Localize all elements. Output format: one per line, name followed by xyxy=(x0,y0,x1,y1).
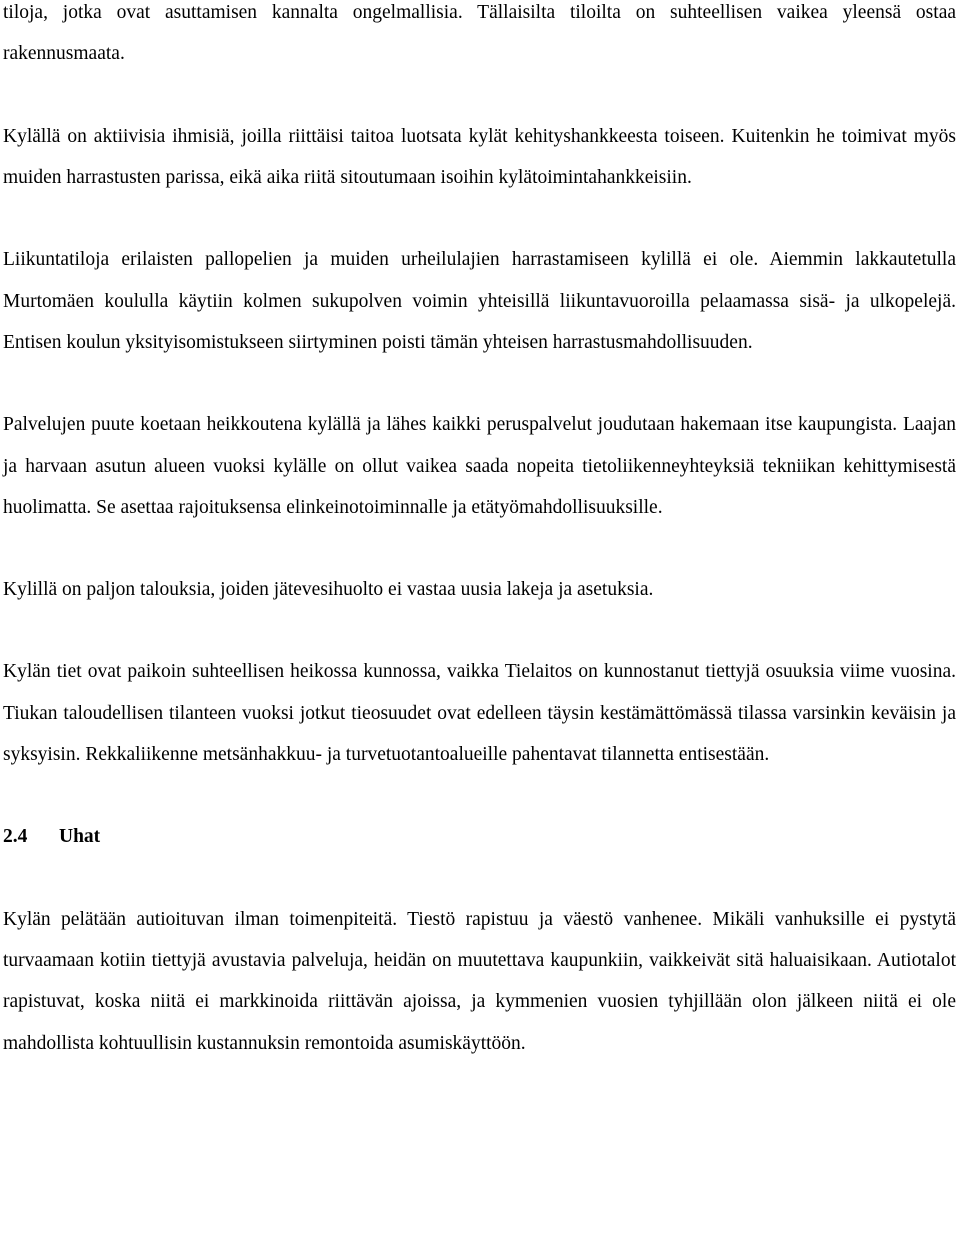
paragraph-spacer xyxy=(3,528,956,569)
section-heading xyxy=(3,816,956,857)
paragraph-building-land: tiloja, jotka ovat asuttamisen kannalta ongelmallisia. Tällaisilta tiloilta on suhteellisen vaikea yleensä ostaa rakennusmaata. xyxy=(3,2,956,65)
paragraph-active-people: Kylällä on aktiivisia ihmisiä, joilla riittäisi taitoa luotsata kylät kehityshankkeesta toiseen. Kuitenkin he toimivat myös muiden harrastusten parissa, eikä aika riitä sitoutumaan isoihin kylätoimintahankkeisiin. xyxy=(3,125,956,189)
section-number: 2.4 xyxy=(3,826,28,848)
paragraph-spacer xyxy=(3,611,956,652)
paragraph-threats: Kylän pelätään autioituvan ilman toimenpiteitä. Tiestö rapistuu ja väestö vanhenee. Mikäli vanhuksille ei pystytä turvaamaan kotiin tiettyjä avustavia palveluja, heidän on muutettava kaupunkiin, vaikkeivät sitä haluaisikaan. Autiotalot rapistuvat, koska niitä ei markkinoida riittävän ajoissa, ja kymmenien vuosien tyhjillään olon jälkeen niitä ei ole mahdollista kohtuullisin kustannuksin remontoida asumiskäyttöön. xyxy=(3,908,956,1054)
paragraph-roads: Kylän tiet ovat paikoin suhteellisen heikossa kunnossa, vaikka Tielaitos on kunnostanut tiettyjä osuuksia viime vuosina. Tiukan taloudellisen tilanteen vuoksi jotkut tieosuudet ovat edelleen täysin kestämättömässä tilassa varsinkin keväisin ja syksyisin. Rekkaliikenne metsänhakkuu- ja turvetuotantoalueille pahentavat tilannetta entisestään. xyxy=(3,661,956,766)
document-page xyxy=(3,0,956,1064)
section-title: Uhat xyxy=(59,826,101,848)
paragraph-services: Palvelujen puute koetaan heikkoutena kylällä ja lähes kaikki peruspalvelut joudutaan hakemaan itse kaupungista. Laajan ja harvaan asutun alueen vuoksi kylälle on ollut vaikea saada nopeita tietoliikenneyhteyksiä tekniikan kehittymisestä huolimatta. Se asettaa rajoituksensa elinkeinotoiminnalle ja etätyömahdollisuuksille. xyxy=(3,414,956,519)
paragraph-spacer xyxy=(3,75,956,116)
paragraph-spacer xyxy=(3,858,956,899)
paragraph-sports-facilities: Liikuntatiloja erilaisten pallopelien ja muiden urheilulajien harrastamiseen kylillä ei ole. Aiemmin lakkautetulla Murtomäen koululla käytiin kolmen sukupolven voimin yhteisillä liikuntavuoroilla pelaamassa sisä- ja ulkopelejä. Entisen koulun yksityisomistukseen siirtyminen poisti tämän yhteisen harrastusmahdollisuuden. xyxy=(3,249,956,354)
paragraph-wastewater: Kylillä on paljon talouksia, joiden jätevesihuolto ei vastaa uusia lakeja ja asetuksia. xyxy=(3,579,654,601)
paragraph-spacer xyxy=(3,363,956,404)
paragraph-spacer xyxy=(3,776,956,817)
paragraph-spacer xyxy=(3,198,956,239)
